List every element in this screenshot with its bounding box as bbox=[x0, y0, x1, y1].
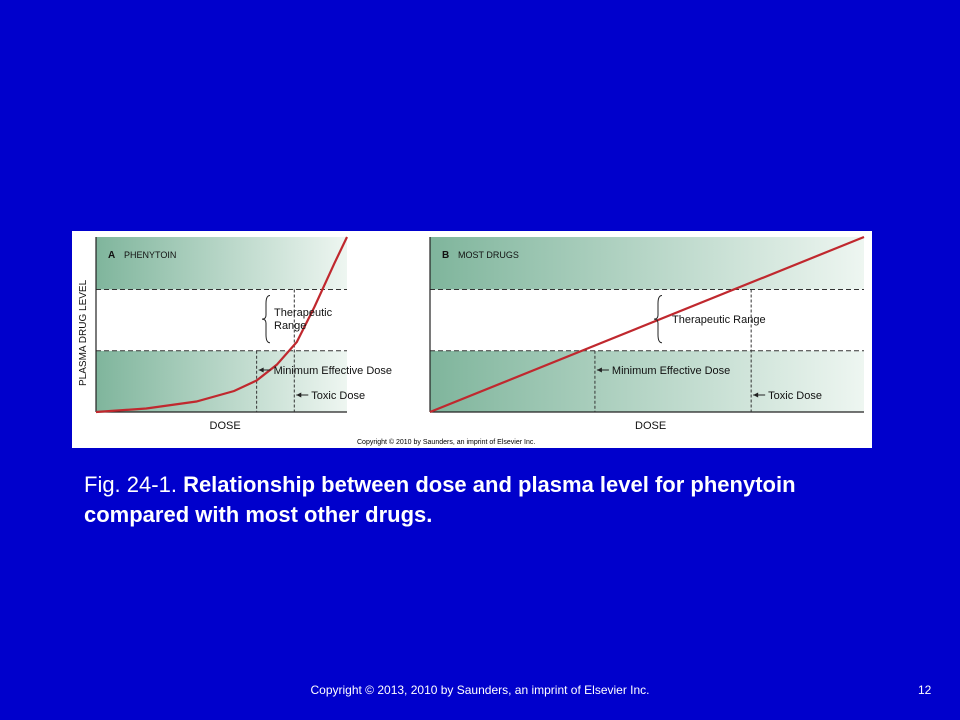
therapeutic-band bbox=[430, 290, 864, 351]
toxic-label: Toxic Dose bbox=[311, 390, 366, 402]
panel-letter: B bbox=[442, 250, 450, 261]
slide-number: 12 bbox=[918, 683, 932, 697]
panel-title: PHENYTOIN bbox=[124, 250, 177, 260]
caption-body: Relationship between dose and plasma level for phenytoin compared with most other drugs. bbox=[84, 472, 796, 527]
min-effective-label: Minimum Effective Dose bbox=[611, 365, 731, 377]
min-effective-label: Minimum Effective Dose bbox=[273, 365, 393, 377]
figure-credit: Copyright © 2010 by Saunders, an imprint of Elsevier Inc. bbox=[357, 439, 536, 446]
subtherapeutic-band bbox=[430, 351, 864, 412]
footer-copyright: Copyright © 2013, 2010 by Saunders, an imprint of Elsevier Inc. bbox=[310, 683, 650, 697]
y-axis-label: PLASMA DRUG LEVEL bbox=[78, 279, 89, 386]
therapeutic-label: Therapeutic bbox=[274, 307, 333, 320]
dose-plasma-chart bbox=[72, 231, 872, 448]
therapeutic-label: Therapeutic Range bbox=[672, 314, 766, 327]
subtherapeutic-band bbox=[96, 351, 347, 412]
therapeutic-label-line2: Range bbox=[274, 320, 307, 333]
x-axis-label: DOSE bbox=[635, 420, 667, 432]
panel-most-drugs bbox=[430, 237, 864, 432]
panel-letter: A bbox=[108, 250, 116, 261]
toxic-band bbox=[96, 237, 347, 290]
therapeutic-band bbox=[96, 290, 347, 351]
x-axis-label: DOSE bbox=[209, 420, 241, 432]
panel-phenytoin bbox=[78, 237, 392, 432]
figure-caption bbox=[84, 470, 884, 530]
caption-lead: Fig. 24-1. bbox=[84, 472, 177, 497]
toxic-label: Toxic Dose bbox=[768, 390, 822, 402]
panel-title: MOST DRUGS bbox=[458, 250, 519, 260]
figure-panel bbox=[72, 231, 872, 448]
